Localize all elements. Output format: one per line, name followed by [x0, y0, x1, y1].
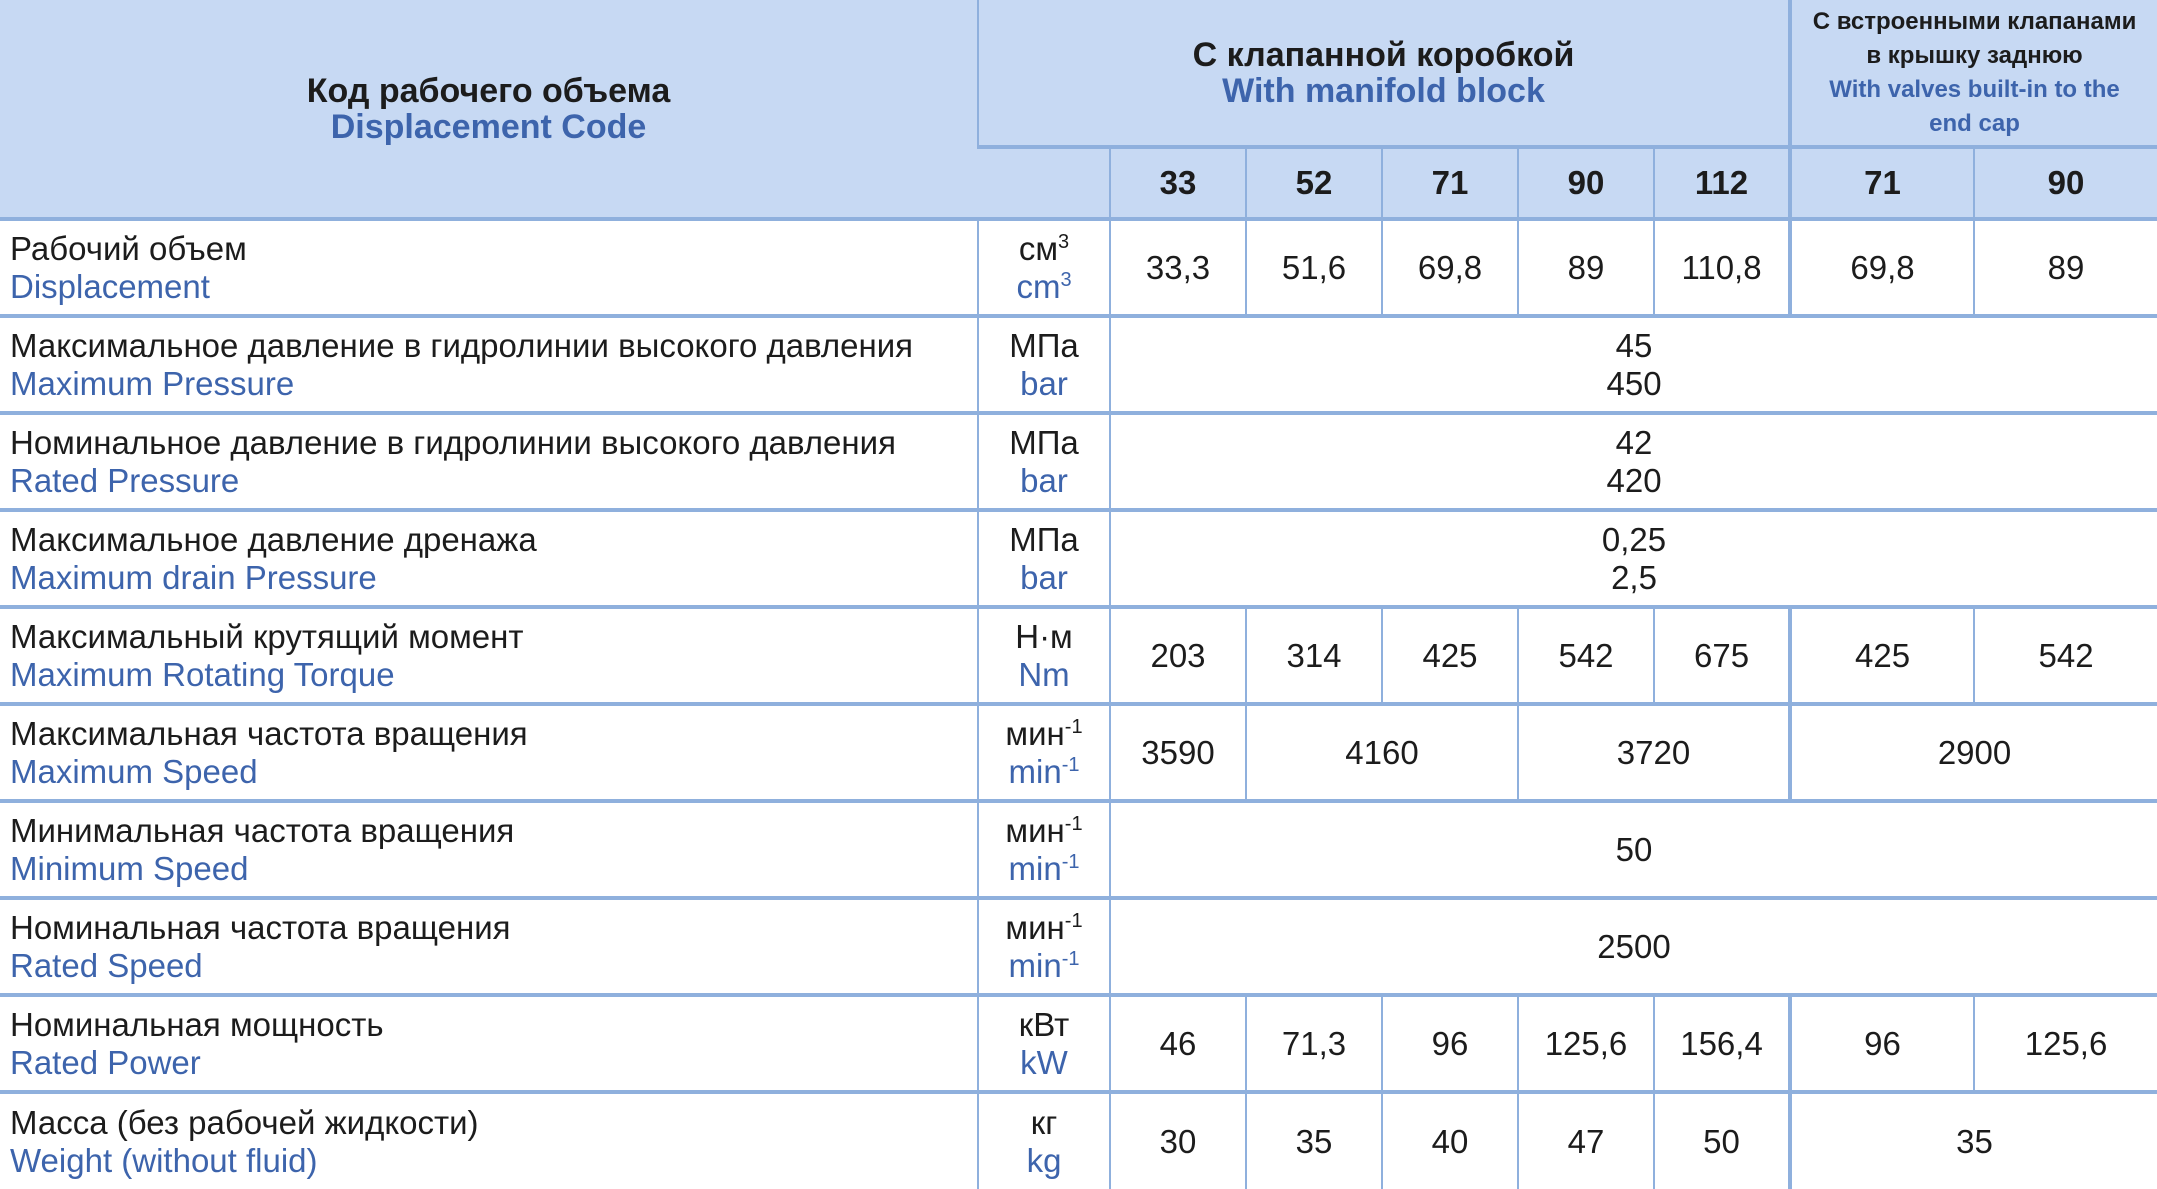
unit-ru: МПа	[1009, 326, 1079, 364]
code-cell: 71	[1790, 147, 1974, 219]
table-row	[0, 316, 2157, 413]
value-cell: 33,3	[1110, 219, 1246, 316]
value-cell: 425	[1382, 607, 1518, 704]
row-label	[0, 510, 978, 607]
header-code-ru: Код рабочего объема	[306, 71, 671, 110]
header-group2-en-1: With valves built-in to the	[1829, 75, 2120, 103]
row-label	[0, 898, 978, 995]
row-label-en: Maximum Pressure	[10, 364, 295, 402]
unit-ru: мин$^{-1}$	[1005, 714, 1083, 752]
unit-ru: Н·м	[1015, 617, 1073, 655]
value-cell: 110,8	[1654, 219, 1790, 316]
row-unit	[978, 1092, 1110, 1189]
value-cell: 89	[1974, 219, 2157, 316]
header-row-groups	[0, 0, 2157, 147]
value-cell: 314	[1246, 607, 1382, 704]
value-cell: 69,8	[1382, 219, 1518, 316]
value-cell: 2900	[1790, 704, 2157, 801]
table-row	[0, 1092, 2157, 1189]
row-label-ru: Максимальный крутящий момент	[10, 617, 524, 655]
code-cell: 71	[1382, 147, 1518, 219]
row-label	[0, 413, 978, 510]
unit-en: bar	[1020, 558, 1068, 596]
row-label-en: Maximum Speed	[10, 752, 258, 790]
row-unit	[978, 316, 1110, 413]
row-label-ru: Рабочий объем	[10, 229, 247, 267]
unit-ru: кВт	[1018, 1005, 1070, 1043]
row-label-ru: Максимальное давление дренажа	[10, 520, 537, 558]
table-row	[0, 995, 2157, 1092]
table-row	[0, 607, 2157, 704]
value-cell: 30	[1110, 1092, 1246, 1189]
row-label	[0, 316, 978, 413]
row-label	[0, 1092, 978, 1189]
value-cell: 40	[1382, 1092, 1518, 1189]
header-group2-ru-2: в крышку заднюю	[1866, 41, 2083, 69]
row-label-ru: Максимальное давление в гидролинии высокого давления	[10, 326, 914, 364]
value-mpa: 0,25	[1601, 520, 1667, 558]
unit-en: kg	[1026, 1141, 1062, 1179]
row-unit	[978, 607, 1110, 704]
value-cell: 46	[1110, 995, 1246, 1092]
unit-en: kW	[1020, 1043, 1068, 1081]
unit-ru: мин$^{-1}$	[1005, 908, 1083, 946]
unit-ru: кг	[1030, 1103, 1058, 1141]
unit-en: $\min^{-1}$	[1008, 752, 1080, 790]
value-bar: 2,5	[1611, 558, 1657, 596]
header-code-cell	[0, 0, 978, 219]
value-cell: 425	[1790, 607, 1974, 704]
header-code-en: Displacement Code	[330, 107, 647, 146]
value-cell: 125,6	[1518, 995, 1654, 1092]
code-cell: 90	[1518, 147, 1654, 219]
row-unit	[978, 219, 1110, 316]
value-bar: 420	[1606, 461, 1662, 499]
unit-en: $cm^3$	[1016, 267, 1072, 305]
header-group1-ru: С клапанной коробкой	[1192, 35, 1575, 74]
table-row	[0, 219, 2157, 316]
unit-ru: $см^3$	[1018, 229, 1070, 267]
code-cell: 112	[1654, 147, 1790, 219]
row-unit	[978, 995, 1110, 1092]
unit-en: Nm	[1018, 655, 1070, 693]
row-label-en: Minimum Speed	[10, 849, 249, 887]
value-cell: 71,3	[1246, 995, 1382, 1092]
header-group2-ru-1: С встроенными клапанами	[1812, 7, 2137, 35]
value-cell: 3720	[1518, 704, 1790, 801]
value-cell-merged	[1110, 316, 2157, 413]
table-row	[0, 413, 2157, 510]
unit-ru: мин$^{-1}$	[1005, 811, 1083, 849]
value-cell: 542	[1518, 607, 1654, 704]
header-group-built-in	[1790, 0, 2157, 147]
value-cell: 675	[1654, 607, 1790, 704]
row-unit	[978, 704, 1110, 801]
row-label-en: Rated Speed	[10, 946, 203, 984]
value-mpa: 42	[1615, 423, 1653, 461]
row-label	[0, 704, 978, 801]
value-cell: 542	[1974, 607, 2157, 704]
row-label-en: Maximum drain Pressure	[10, 558, 377, 596]
header-unit-blank	[978, 147, 1110, 219]
table-row	[0, 510, 2157, 607]
row-label	[0, 219, 978, 316]
code-cell: 33	[1110, 147, 1246, 219]
value-cell: 3590	[1110, 704, 1246, 801]
header-group2-en-2: end cap	[1929, 109, 2020, 137]
row-label-ru: Минимальная частота вращения	[10, 811, 515, 849]
value-cell-merged: 50	[1110, 801, 2157, 898]
row-label-en: Weight (without fluid)	[10, 1141, 318, 1179]
row-label	[0, 607, 978, 704]
unit-en: $\min^{-1}$	[1008, 849, 1080, 887]
unit-en: $\min^{-1}$	[1008, 946, 1080, 984]
row-unit	[978, 898, 1110, 995]
header-group1-en: With manifold block	[1222, 71, 1545, 110]
value-cell: 89	[1518, 219, 1654, 316]
row-label-en: Displacement	[10, 267, 210, 305]
table-row	[0, 801, 2157, 898]
value-cell: 35	[1790, 1092, 2157, 1189]
code-cell: 52	[1246, 147, 1382, 219]
unit-ru: МПа	[1009, 423, 1079, 461]
row-label-ru: Номинальное давление в гидролинии высокого давления	[10, 423, 896, 461]
row-label-en: Rated Pressure	[10, 461, 240, 499]
row-label-ru: Номинальная мощность	[10, 1005, 384, 1043]
value-cell-merged	[1110, 413, 2157, 510]
row-unit	[978, 510, 1110, 607]
row-unit	[978, 413, 1110, 510]
row-label-en: Maximum Rotating Torque	[10, 655, 395, 693]
value-cell: 69,8	[1790, 219, 1974, 316]
row-label-ru: Максимальная частота вращения	[10, 714, 528, 752]
unit-ru: МПа	[1009, 520, 1079, 558]
unit-en: bar	[1020, 364, 1068, 402]
value-mpa: 45	[1615, 326, 1653, 364]
value-cell: 47	[1518, 1092, 1654, 1189]
table-row	[0, 704, 2157, 801]
unit-en: bar	[1020, 461, 1068, 499]
value-cell: 4160	[1246, 704, 1518, 801]
row-label-ru: Масса (без рабочей жидкости)	[10, 1103, 479, 1141]
value-cell: 96	[1382, 995, 1518, 1092]
table-row	[0, 898, 2157, 995]
value-cell-merged: 2500	[1110, 898, 2157, 995]
row-unit	[978, 801, 1110, 898]
value-cell: 203	[1110, 607, 1246, 704]
value-bar: 450	[1606, 364, 1662, 402]
value-cell: 51,6	[1246, 219, 1382, 316]
code-cell: 90	[1974, 147, 2157, 219]
row-label-en: Rated Power	[10, 1043, 201, 1081]
value-cell: 35	[1246, 1092, 1382, 1189]
value-cell-merged	[1110, 510, 2157, 607]
row-label	[0, 995, 978, 1092]
header-group-manifold	[978, 0, 1790, 147]
row-label	[0, 801, 978, 898]
value-cell: 156,4	[1654, 995, 1790, 1092]
value-cell: 50	[1654, 1092, 1790, 1189]
value-cell: 125,6	[1974, 995, 2157, 1092]
row-label-ru: Номинальная частота вращения	[10, 908, 511, 946]
value-cell: 96	[1790, 995, 1974, 1092]
